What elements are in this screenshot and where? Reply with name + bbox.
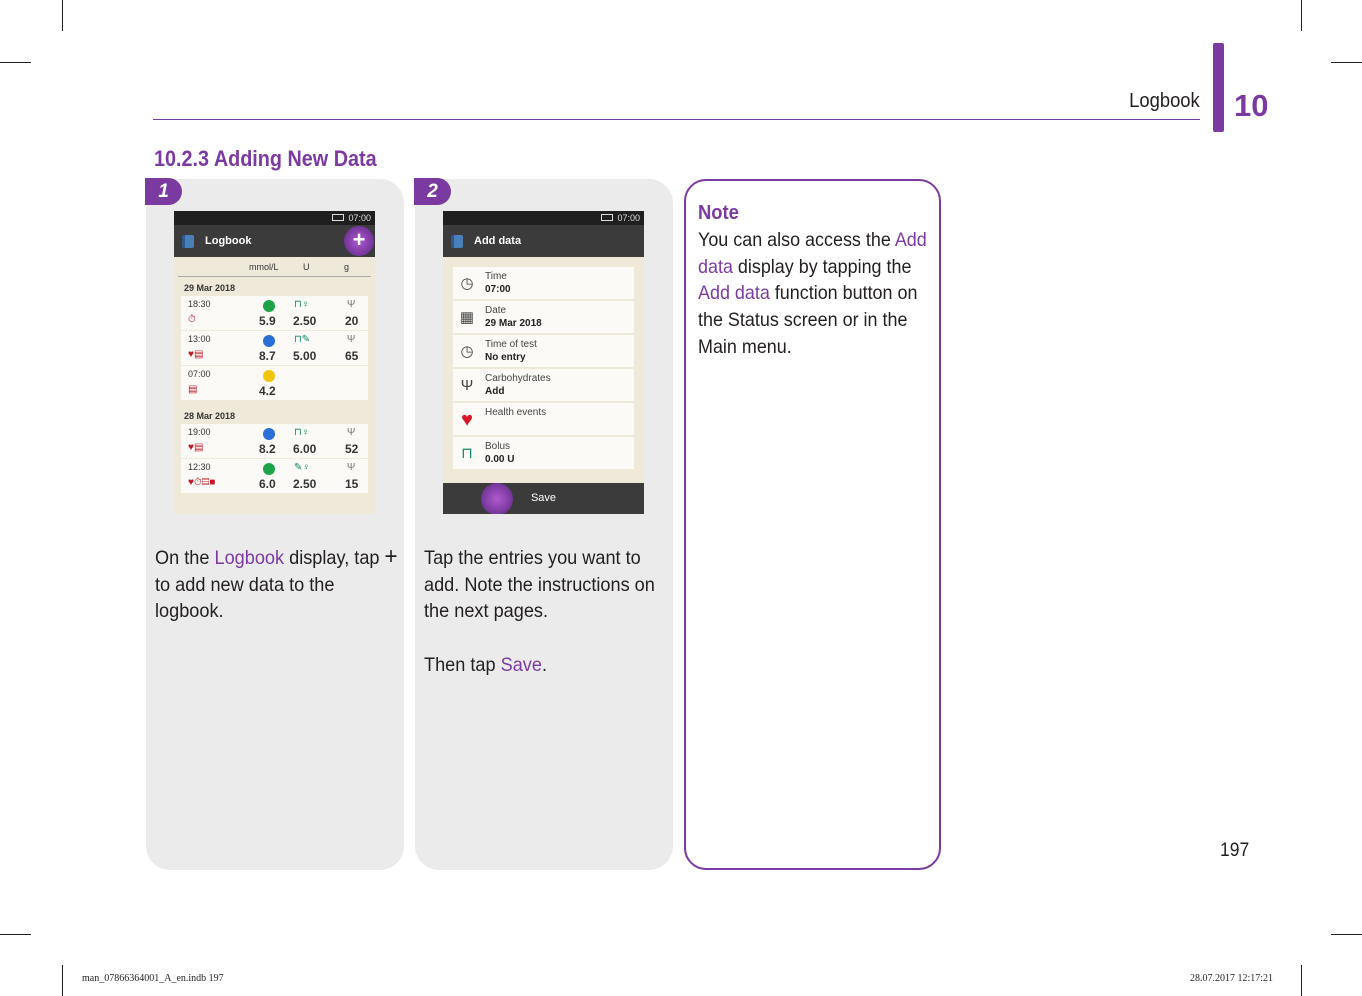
insulin-icons: ⊓♀ xyxy=(294,299,310,310)
instr-text: On the xyxy=(155,547,215,569)
bg-dot xyxy=(263,300,275,312)
entry-bg: 8.2 xyxy=(259,442,276,456)
insulin-icons: ✎♀ xyxy=(294,462,310,473)
carbohydrates-row[interactable] xyxy=(453,369,634,403)
note-text xyxy=(698,227,928,361)
step-2-card xyxy=(415,179,673,870)
entry-carbs: 15 xyxy=(345,477,359,491)
add-data-screen xyxy=(443,211,644,514)
status-bar xyxy=(443,211,644,225)
col-mmol: mmol/L xyxy=(249,262,279,272)
entry-bg: 4.2 xyxy=(259,384,276,398)
crop-mark xyxy=(1331,934,1362,935)
slug-right: 28.07.2017 12:17:21 xyxy=(1189,973,1273,984)
crop-mark xyxy=(1301,0,1302,31)
bg-dot xyxy=(263,335,275,347)
battery-icon xyxy=(332,214,344,221)
calendar-icon: ▦ xyxy=(459,309,475,326)
page-number: 197 xyxy=(1220,840,1250,861)
logbook-screen xyxy=(174,211,375,514)
step-1-instruction xyxy=(155,545,399,625)
status-bar xyxy=(174,211,375,225)
entry-bg: 5.9 xyxy=(259,314,276,328)
logbook-group xyxy=(174,401,375,493)
row-label: Health events xyxy=(485,407,547,418)
col-units: U xyxy=(303,262,310,272)
col-grams: g xyxy=(344,262,350,272)
instr-text: Tap the entries you want to add. Note the instructions on the next pages. xyxy=(424,547,655,623)
pen-icon: ⊓ xyxy=(461,445,473,462)
status-time: 07:00 xyxy=(348,213,371,223)
step-2-badge: 2 xyxy=(414,178,451,205)
bg-dot xyxy=(263,463,275,475)
bolus-row[interactable] xyxy=(453,437,634,471)
bg-dot xyxy=(263,428,275,440)
entry-time: 19:00 xyxy=(188,427,211,437)
entry-time: 13:00 xyxy=(188,334,211,344)
save-link: Save xyxy=(500,653,542,676)
instr-text: to add new data to the logbook. xyxy=(155,573,335,623)
carb-icon: Ψ xyxy=(347,462,356,473)
carb-icon: Ψ xyxy=(347,427,356,438)
group-date: 28 Mar 2018 xyxy=(184,411,236,421)
row-value: 0.00 U xyxy=(485,454,515,465)
touch-indicator xyxy=(481,483,513,514)
date-row[interactable] xyxy=(453,301,634,335)
add-data-title: Add data xyxy=(474,235,522,247)
entry-bg: 6.0 xyxy=(259,477,276,491)
logbook-entry[interactable] xyxy=(181,459,368,493)
insulin-icons: ⊓✎ xyxy=(294,334,311,345)
battery-icon xyxy=(601,214,613,221)
row-value: 29 Mar 2018 xyxy=(485,318,542,329)
entry-time: 18:30 xyxy=(188,299,211,309)
plus-icon: + xyxy=(384,543,398,570)
fork-knife-icon: Ψ xyxy=(460,377,474,394)
step-1-badge: 1 xyxy=(145,178,182,205)
crop-mark xyxy=(0,934,31,935)
row-value: No entry xyxy=(485,352,526,363)
bg-dot xyxy=(263,370,275,382)
carb-icon: Ψ xyxy=(347,334,356,345)
entry-icons: ▤ xyxy=(188,384,198,395)
logbook-title-bar xyxy=(174,225,375,257)
add-data-plus-button[interactable]: + xyxy=(344,226,374,256)
entry-insulin: 2.50 xyxy=(293,314,317,328)
save-label: Save xyxy=(530,492,557,504)
logbook-entry[interactable] xyxy=(181,296,368,330)
column-headers xyxy=(178,257,371,277)
entry-bg: 8.7 xyxy=(259,349,276,363)
time-row[interactable] xyxy=(453,267,634,301)
instr-text: Then tap xyxy=(424,653,501,676)
group-date: 29 Mar 2018 xyxy=(184,283,236,293)
logbook-icon xyxy=(451,235,463,248)
entry-icons: ⏱ xyxy=(188,314,196,325)
note-box xyxy=(684,179,941,870)
step-1-card xyxy=(146,179,404,870)
note-text-part: function button on the Status screen or in the Main menu. xyxy=(698,282,918,358)
entry-carbs: 65 xyxy=(345,349,359,363)
time-of-test-row[interactable] xyxy=(453,335,634,369)
instr-line xyxy=(424,652,668,679)
row-label: Date xyxy=(485,305,507,316)
note-text-part: You can also access the xyxy=(698,229,895,251)
row-label: Bolus xyxy=(485,441,511,452)
insulin-icons: ⊓♀ xyxy=(294,427,310,438)
row-label: Carbohydrates xyxy=(485,373,551,384)
add-data-title-bar xyxy=(443,225,644,257)
slug-left: man_07866364001_A_en.indb 197 xyxy=(82,973,224,984)
save-button[interactable] xyxy=(443,483,644,514)
time-of-test-icon: ◷ xyxy=(460,343,474,360)
status-time: 07:00 xyxy=(617,213,640,223)
add-data-link: Add data xyxy=(698,229,927,278)
instr-text: display, tap xyxy=(284,547,385,569)
crop-mark xyxy=(1301,965,1302,996)
entry-carbs: 52 xyxy=(345,442,359,456)
row-value: 07:00 xyxy=(485,284,511,295)
step-2-instruction xyxy=(424,545,668,679)
logbook-link: Logbook xyxy=(214,547,285,569)
chapter-tab xyxy=(1213,43,1224,132)
entry-insulin: 2.50 xyxy=(293,477,317,491)
entry-icons: ♥⏱▤■ xyxy=(188,477,216,488)
entry-insulin: 5.00 xyxy=(293,349,317,363)
note-text-part: display by tapping the xyxy=(732,255,912,278)
row-value: Add xyxy=(485,386,505,397)
logbook-entry[interactable] xyxy=(181,424,368,458)
logbook-title: Logbook xyxy=(205,235,252,247)
logbook-icon xyxy=(182,235,194,248)
crop-mark xyxy=(62,0,63,31)
entry-icons: ♥▤ xyxy=(188,349,204,360)
clock-icon: ◷ xyxy=(460,275,474,292)
instr-text: . xyxy=(541,653,548,676)
logbook-group xyxy=(174,277,375,400)
entry-time: 07:00 xyxy=(188,369,211,379)
entry-icons: ♥▤ xyxy=(188,442,204,453)
note-title: Note xyxy=(698,202,739,224)
chapter-number: 10 xyxy=(1234,88,1269,123)
crop-mark xyxy=(62,965,63,996)
section-title: 10.2.3 Adding New Data xyxy=(154,146,377,171)
health-events-row[interactable] xyxy=(453,403,634,437)
heart-icon: ♥ xyxy=(461,409,473,431)
row-label: Time of test xyxy=(485,339,537,350)
logbook-entry[interactable] xyxy=(181,331,368,365)
entry-carbs: 20 xyxy=(345,314,359,328)
row-label: Time xyxy=(485,271,507,282)
logbook-entry[interactable] xyxy=(181,366,368,400)
carb-icon: Ψ xyxy=(347,299,356,310)
running-head: Logbook xyxy=(1129,90,1200,112)
header-rule xyxy=(153,119,1200,120)
add-data-link: Add data xyxy=(698,282,770,305)
crop-mark xyxy=(1331,62,1362,63)
entry-time: 12:30 xyxy=(188,462,211,472)
entry-insulin: 6.00 xyxy=(293,442,317,456)
crop-mark xyxy=(0,62,31,63)
